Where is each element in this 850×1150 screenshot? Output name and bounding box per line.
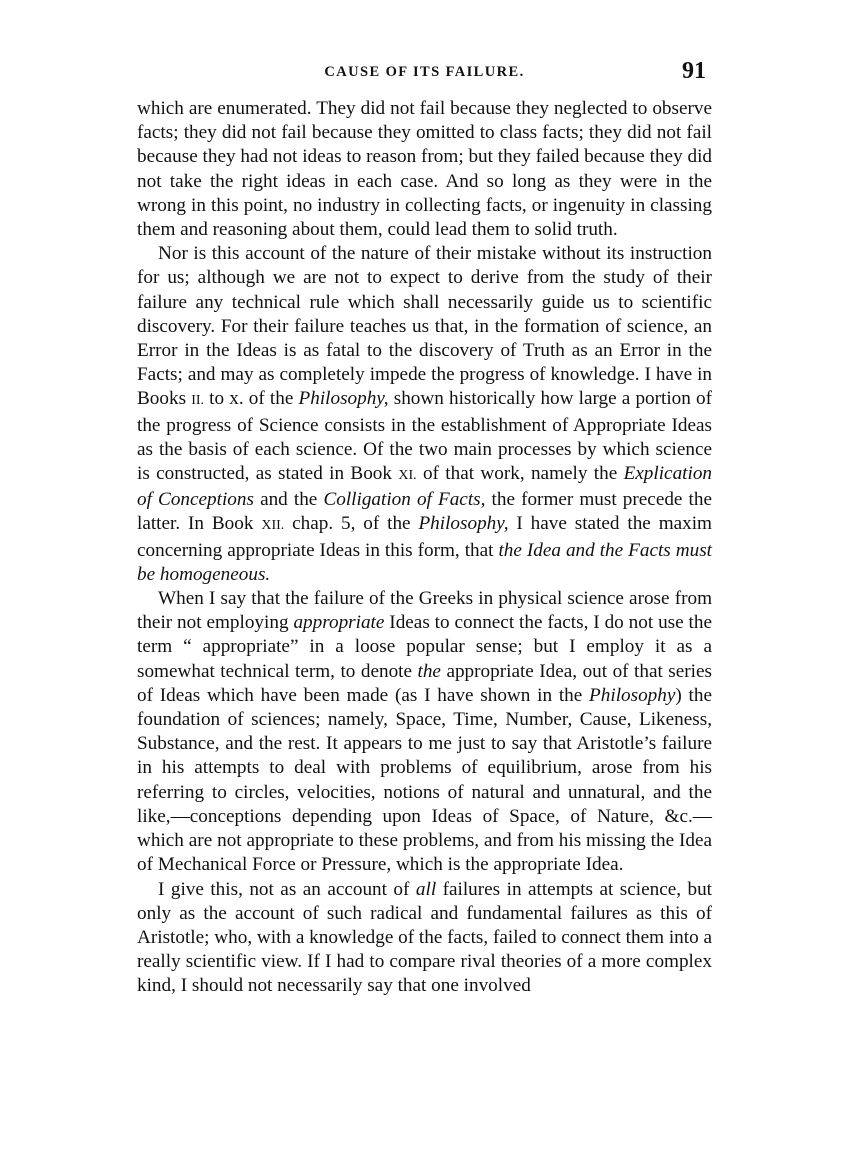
text-run: chap. 5, of the: [284, 513, 419, 535]
small-caps-numeral: II.: [191, 393, 205, 409]
page-number: 91: [682, 58, 706, 84]
running-title: CAUSE OF ITS FAILURE.: [324, 64, 525, 80]
italic-text: the Idea and the Facts must be homogeneous.: [137, 539, 712, 585]
small-caps-numeral: XI.: [398, 468, 417, 484]
small-caps-numeral: XII.: [261, 518, 285, 534]
italic-text: Philosophy,: [298, 388, 389, 410]
italic-text: appropriate: [293, 612, 385, 634]
text-run: shown historically how large a portion of the progress of Science consists in the establishment of Appropriate Ideas as the basis of each science. Of the two main processes by which science is constructed, as stated in Book: [137, 388, 712, 485]
text-run: and the: [253, 489, 324, 511]
paragraph: [137, 587, 712, 877]
text-run: to x. of the: [204, 388, 299, 410]
text-run: Nor is this account of the nature of their mistake without its instruction for us; although we are not to expect to derive from the study of their failure any technical rule which shall necessarily guide us to scientific discovery. For their failure teaches us that, in the formation of science, an Error in the Ideas is as fatal to the discovery of Truth as an Error in the Facts; and may as completely impede the progress of knowledge. I have in Books: [137, 243, 712, 410]
text-run: which are enumerated. They did not fail because they neglected to observe facts; they did not fail because they omitted to class facts; they did not fail because they had not ideas to reason from; but they failed because they did not take the right ideas in each case. And so long as they were in the wrong in this point, no industry in collecting facts, or ingenuity in classing them and reasoning about them, could lead them to solid truth.: [137, 98, 712, 241]
italic-text: all: [415, 878, 437, 900]
italic-text: the: [417, 660, 441, 682]
paragraph: [137, 878, 712, 999]
text-run: I have stated the maxim concerning appropriate Ideas in this form, that: [137, 513, 712, 561]
text-run: ) the foundation of sciences; namely, Space, Time, Number, Cause, Likeness, Substance, and the rest. It appears to me just to say that Aristotle’s failure in his attempts to deal with problems of equilibrium, arose from his referring to circles, velocities, notions of natural and unnatural, and the like,—conceptions depending upon Ideas of Space, of Nature, &c.—which are not appropriate to these problems, and from his missing the Idea of Mechanical Force or Pressure, which is the appropriate Idea.: [137, 684, 712, 876]
running-head: [137, 58, 712, 90]
text-run: of that work, namely the: [416, 463, 624, 485]
text-run: When I say that the failure of the Greeks in physical science arose from their not employing: [137, 588, 712, 634]
paragraph: [137, 97, 712, 242]
text-run: failures in attempts at science, but only as the account of such radical and fundamental failures as this of Aristotle; who, with a knowledge of the facts, failed to connect them into a really scientific view. If I had to compare rival theories of a more complex kind, I should not necessarily say that one involved: [137, 878, 713, 997]
italic-text: Explication of Conceptions: [137, 463, 713, 511]
body-text: [137, 97, 712, 999]
italic-text: Philosophy,: [418, 513, 509, 535]
text-run: the former must precede the latter. In Book: [137, 489, 712, 535]
italic-text: Colligation of Facts,: [323, 489, 486, 511]
text-run: appropriate Idea, out of that series of Ideas which have been made (as I have shown in the: [137, 660, 712, 706]
paragraph: [137, 242, 712, 587]
italic-text: Philosophy: [589, 684, 676, 706]
text-run: Ideas to connect the facts, I do not use the term “ appropriate” in a loose popular sense; but I employ it as a somewhat technical term, to denote: [137, 612, 712, 682]
text-run: I give this, not as an account of: [158, 878, 416, 900]
